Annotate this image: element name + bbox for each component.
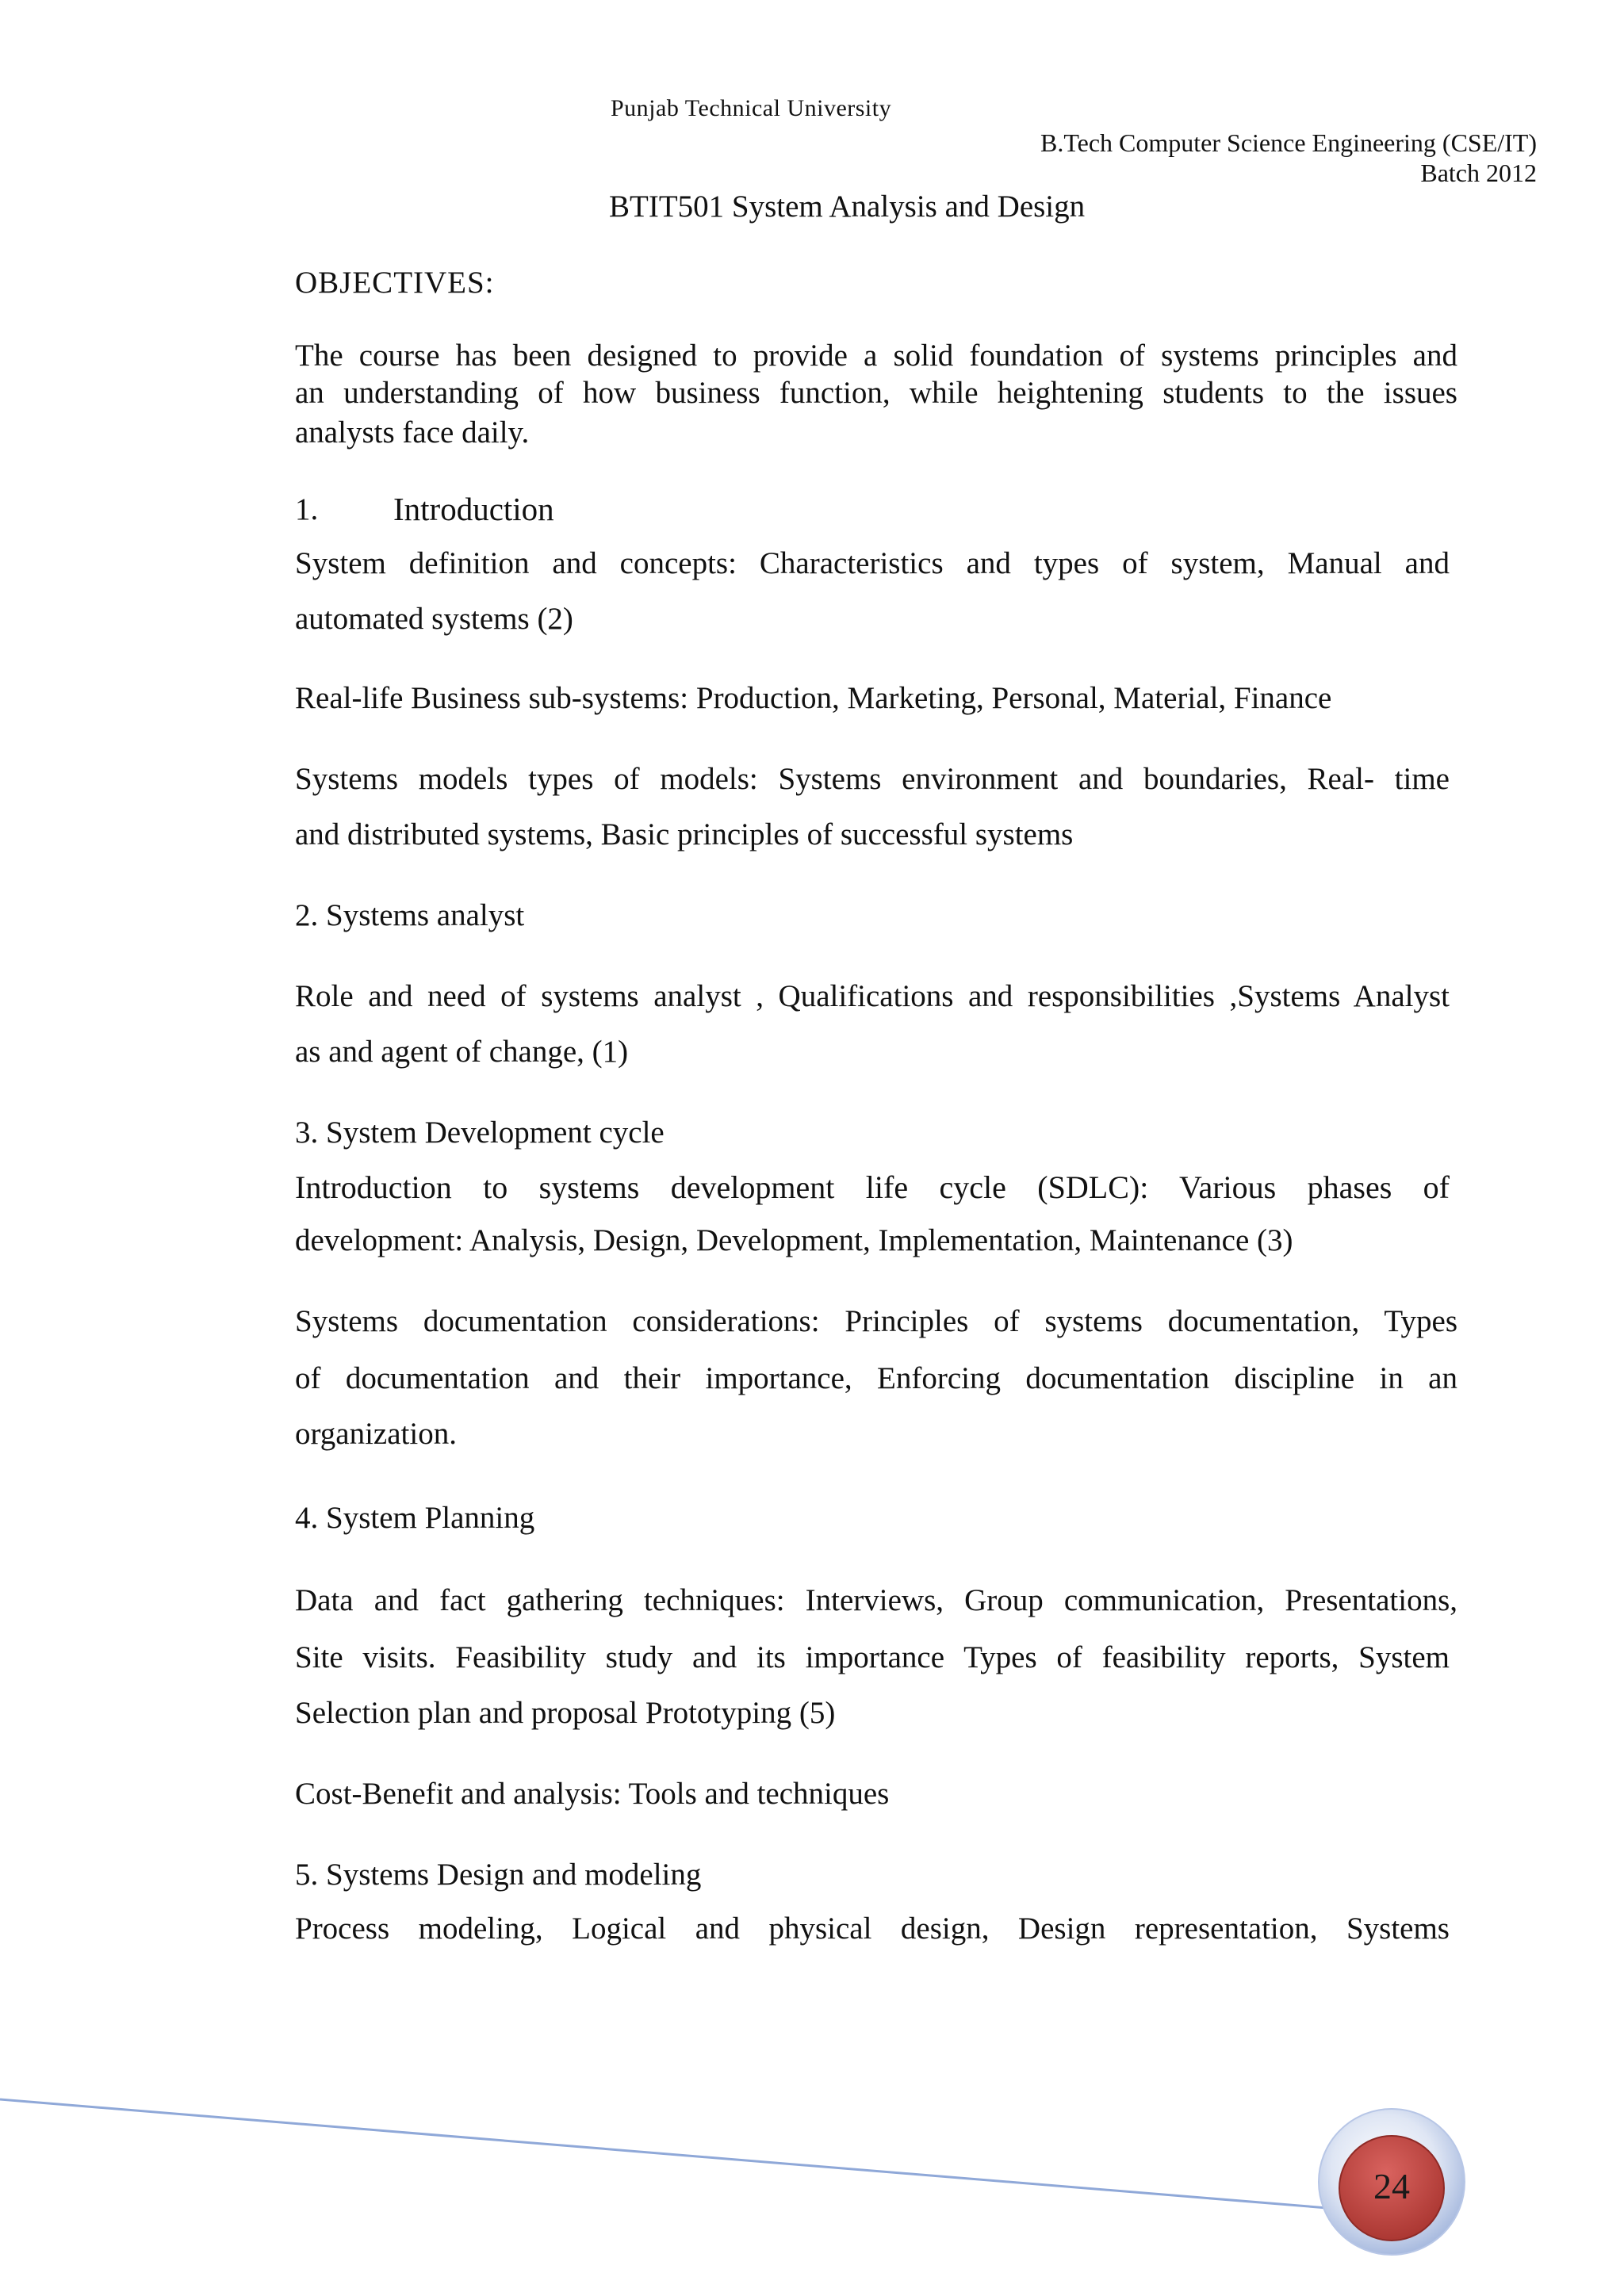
- footer-rule: [0, 2099, 1396, 2214]
- section-2-title: 2. Systems analyst: [295, 898, 525, 932]
- batch-label: Batch 2012: [1420, 159, 1537, 187]
- section-3-paragraph: Introduction to systems development life cycle (SDLC): Various phases of: [295, 1169, 1450, 1205]
- section-1-number: 1.: [295, 492, 319, 526]
- section-3-title: 3. System Development cycle: [295, 1115, 665, 1150]
- section-4-paragraph: Site visits. Feasibility study and its importance Types of feasibility reports, System: [295, 1640, 1450, 1674]
- university-name: Punjab Technical University: [611, 95, 892, 121]
- section-1-title: Introduction: [393, 491, 554, 527]
- section-1-paragraph: System definition and concepts: Characteristics and types of system, Manual and: [295, 546, 1450, 580]
- section-4-paragraph: Data and fact gathering techniques: Interviews, Group communication, Presentations,: [295, 1583, 1457, 1617]
- section-3-paragraph: development: Analysis, Design, Development, Implementation, Maintenance (3): [295, 1223, 1293, 1257]
- section-1-paragraph: Real-life Business sub-systems: Production, Marketing, Personal, Material, Finance: [295, 681, 1332, 715]
- section-4-title: 4. System Planning: [295, 1501, 535, 1535]
- objectives-line: The course has been designed to provide a solid foundation of systems principles and: [295, 339, 1457, 373]
- section-1-paragraph: automated systems (2): [295, 602, 573, 636]
- page-number: 24: [1373, 2166, 1410, 2206]
- section-5-paragraph: Process modeling, Logical and physical design, Design representation, Systems: [295, 1911, 1450, 1946]
- section-3-paragraph: organization.: [295, 1417, 457, 1451]
- section-3-paragraph: of documentation and their importance, Enforcing documentation discipline in an: [295, 1361, 1457, 1395]
- objectives-heading: OBJECTIVES:: [295, 266, 495, 300]
- section-2-paragraph: as and agent of change, (1): [295, 1035, 629, 1069]
- section-2-paragraph: Role and need of systems analyst , Qualifications and responsibilities ,Systems Analyst: [295, 979, 1450, 1013]
- section-1-paragraph: and distributed systems, Basic principles of successful systems: [295, 817, 1074, 851]
- section-1-paragraph: Systems models types of models: Systems environment and boundaries, Real- time: [295, 762, 1450, 796]
- section-4-paragraph: Cost-Benefit and analysis: Tools and techniques: [295, 1777, 890, 1811]
- objectives-line: an understanding of how business function, while heightening students to the issues: [295, 376, 1457, 410]
- section-3-paragraph: Systems documentation considerations: Principles of systems documentation, Types: [295, 1304, 1457, 1338]
- objectives-line: analysts face daily.: [295, 415, 530, 450]
- program-name: B.Tech Computer Science Engineering (CSE/IT): [1040, 128, 1537, 157]
- section-4-paragraph: Selection plan and proposal Prototyping (5): [295, 1696, 836, 1730]
- section-5-title: 5. Systems Design and modeling: [295, 1858, 702, 1892]
- course-title: BTIT501 System Analysis and Design: [609, 189, 1086, 224]
